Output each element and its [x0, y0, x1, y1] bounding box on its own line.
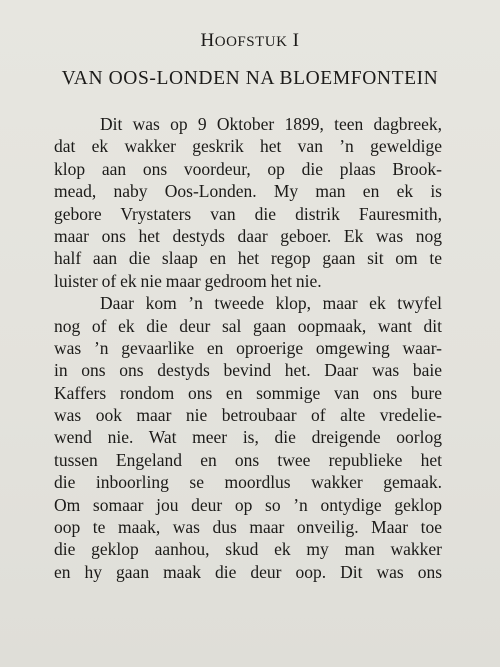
text-line: Daar kom ’n tweede klop, maar ek twyfel	[100, 293, 442, 314]
text-line: wend nie. Wat meer is, die dreigende oorlog	[54, 427, 442, 448]
text-line: tussen Engeland en ons twee republieke het	[54, 449, 442, 470]
chapter-label-initial: H	[200, 30, 215, 51]
text-line: dat ek wakker geskrik het van ’n geweldige	[54, 136, 442, 157]
text-line: in ons ons destyds bevind het. Daar was baie	[54, 360, 442, 381]
text-line: nog of ek die deur sal gaan oopmaak, want dit	[54, 315, 442, 336]
text-line: en hy gaan maak die deur oop. Dit was ons	[54, 561, 442, 582]
text-line: gebore Vrystaters van die distrik Fauresmith,	[54, 203, 442, 224]
text-line: die geklop aanhou, skud ek my man wakker	[54, 539, 442, 560]
text-line: luister of ek nie maar gedroom het nie.	[54, 270, 322, 291]
chapter-title: VAN OOS-LONDEN NA BLOEMFONTEIN	[61, 68, 439, 89]
chapter-number: I	[292, 30, 300, 51]
text-line: half aan die slaap en het regop gaan sit om te	[54, 248, 442, 269]
text-line: die inboorling se moordlus wakker gemaak.	[54, 472, 442, 493]
text-line: Kaffers rondom ons en sommige van ons bure	[54, 382, 442, 403]
text-line: maar ons het destyds daar geboer. Ek was nog	[54, 225, 442, 246]
text-line: mead, naby Oos-Londen. My man en ek is	[54, 181, 442, 202]
chapter-heading	[0, 30, 500, 52]
text-line: Dit was op 9 Oktober 1899, teen dagbreek,	[100, 114, 442, 134]
text-line: was ook maar nie betroubaar of alte vredelie-	[54, 405, 442, 426]
text-line: Om somaar jou deur op so ’n ontydige geklop	[54, 494, 442, 515]
text-line: oop te maak, was dus maar onveilig. Maar toe	[54, 517, 442, 538]
body-text	[54, 113, 442, 583]
text-line: klop aan ons voordeur, op die plaas Brook-	[54, 158, 442, 179]
text-line: was ’n gevaarlike en oproerige omgewing waar-	[54, 337, 442, 358]
chapter-label-rest: OOFSTUK	[214, 34, 288, 50]
